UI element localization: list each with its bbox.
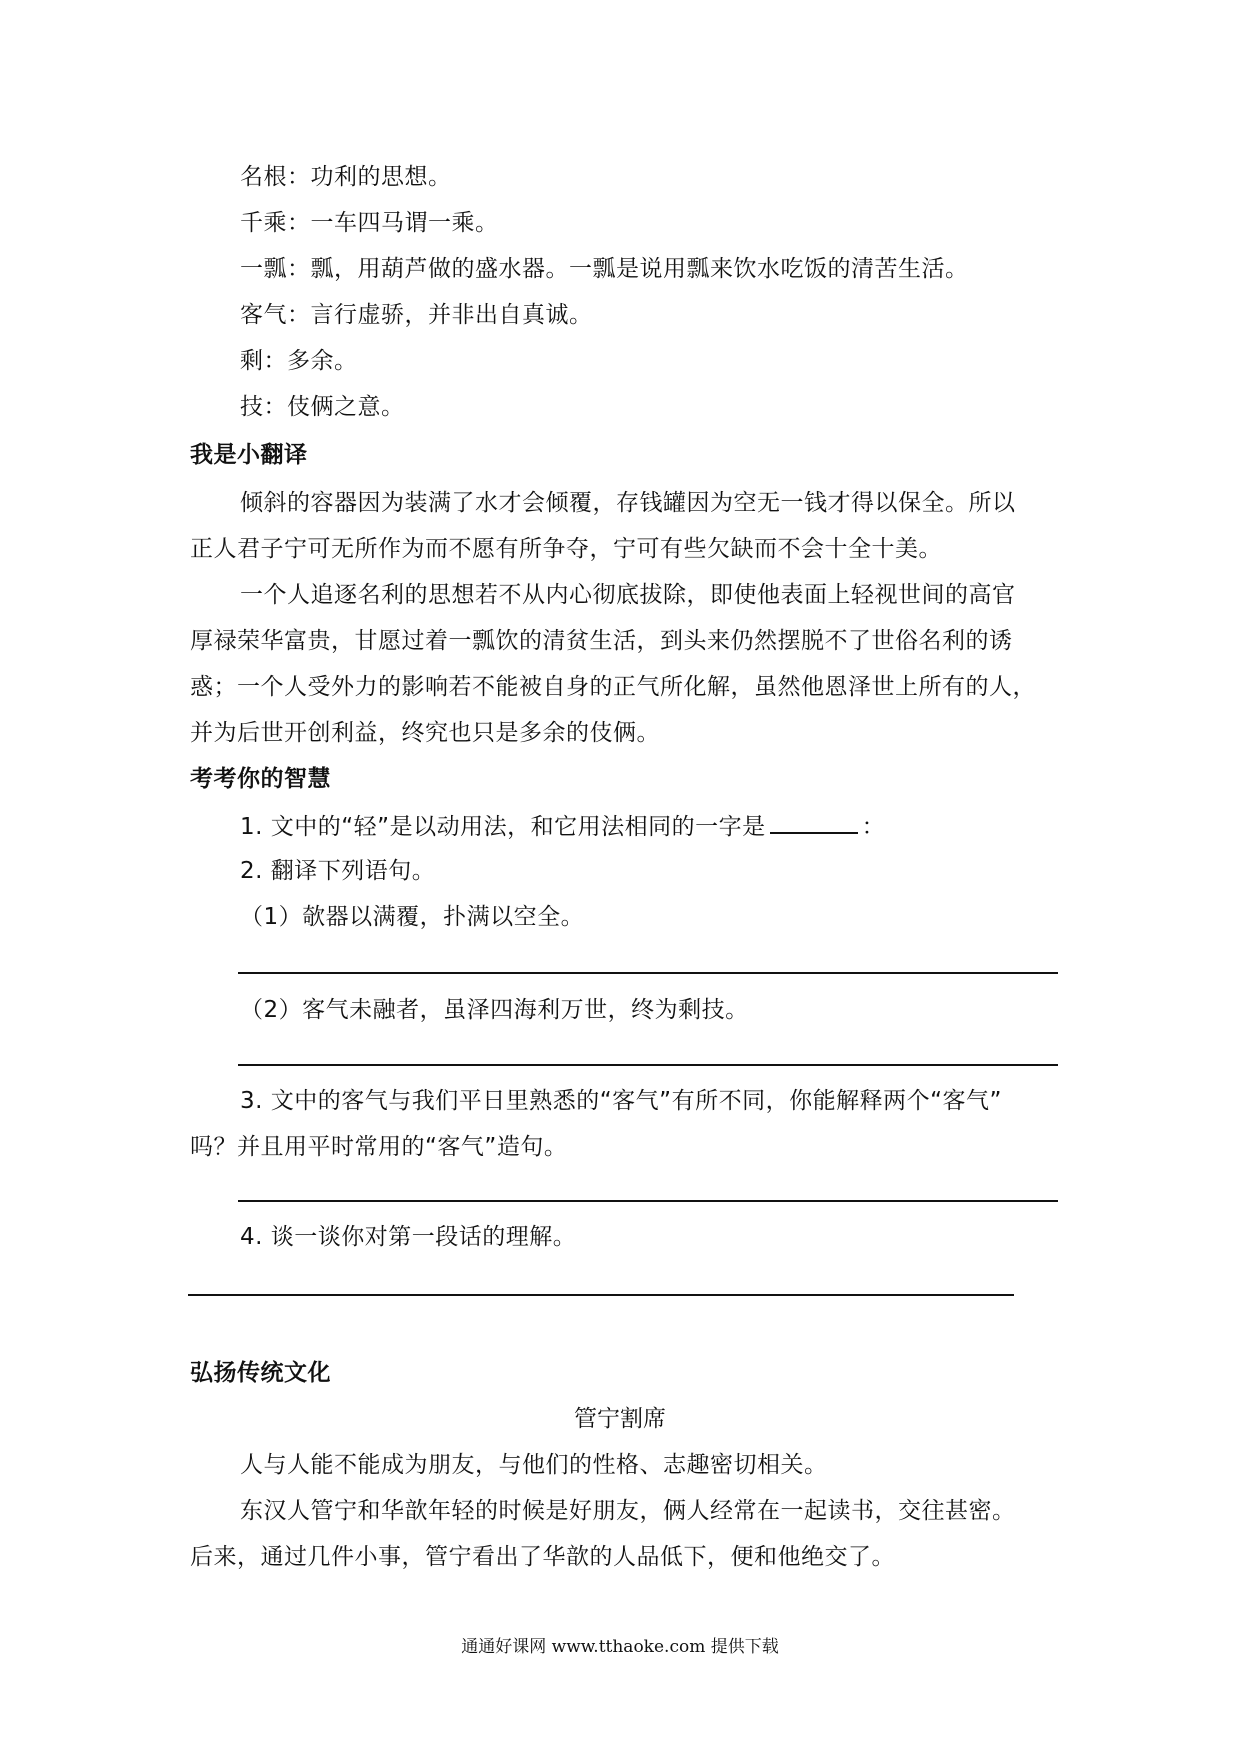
question-2-1: （1）欹器以满覆，扑满以空全。 bbox=[240, 904, 585, 930]
question-1 bbox=[240, 810, 885, 842]
translation-paragraph-line: 一个人追逐名利的思想若不从内心彻底拔除，即使他表面上轻视世间的高官 bbox=[240, 582, 1016, 608]
section-heading-quiz: 考考你的智慧 bbox=[190, 766, 331, 792]
question-1-tail: ： bbox=[861, 814, 886, 840]
question-1-text: 1. 文中的“轻”是以动用法，和它用法相同的一字是 bbox=[240, 814, 766, 840]
translation-paragraph-line: 并为后世开创利益，终究也只是多余的伎俩。 bbox=[190, 720, 660, 746]
glossary-item: 剩：多余。 bbox=[240, 348, 358, 374]
glossary-item: 客气：言行虚骄，并非出自真诚。 bbox=[240, 302, 593, 328]
section-heading-translation: 我是小翻译 bbox=[190, 442, 308, 468]
translation-paragraph-line: 厚禄荣华富贵，甘愿过着一瓢饮的清贫生活，到头来仍然摆脱不了世俗名利的诱 bbox=[190, 628, 1013, 654]
translation-paragraph-line: 正人君子宁可无所作为而不愿有所争夺，宁可有些欠缺而不会十全十美。 bbox=[190, 536, 942, 562]
answer-line[interactable] bbox=[238, 1200, 1058, 1202]
section-heading-culture: 弘扬传统文化 bbox=[190, 1360, 331, 1386]
question-4: 4. 谈一谈你对第一段话的理解。 bbox=[240, 1224, 577, 1250]
question-2: 2. 翻译下列语句。 bbox=[240, 858, 436, 884]
page-footer: 通通好课网 www.tthaoke.com 提供下载 bbox=[461, 1637, 779, 1657]
answer-line[interactable] bbox=[188, 1294, 1014, 1296]
translation-paragraph-line: 倾斜的容器因为装满了水才会倾覆，存钱罐因为空无一钱才得以保全。所以 bbox=[240, 490, 1016, 516]
question-3-line: 3. 文中的客气与我们平日里熟悉的“客气”有所不同，你能解释两个“客气” bbox=[240, 1088, 1002, 1114]
answer-line[interactable] bbox=[238, 972, 1058, 974]
story-title: 管宁割席 bbox=[574, 1406, 666, 1432]
story-paragraph-line: 人与人能不能成为朋友，与他们的性格、志趣密切相关。 bbox=[240, 1452, 828, 1478]
glossary-item: 技：伎俩之意。 bbox=[240, 394, 405, 420]
glossary-item: 千乘：一车四马谓一乘。 bbox=[240, 210, 499, 236]
question-2-2: （2）客气未融者，虽泽四海利万世，终为剩技。 bbox=[240, 997, 749, 1023]
answer-line[interactable] bbox=[238, 1064, 1058, 1066]
glossary-item: 名根：功利的思想。 bbox=[240, 164, 452, 190]
story-paragraph-line: 后来，通过几件小事，管宁看出了华歆的人品低下，便和他绝交了。 bbox=[190, 1544, 895, 1570]
question-3-line: 吗？并且用平时常用的“客气”造句。 bbox=[190, 1134, 568, 1160]
translation-paragraph-line: 惑；一个人受外力的影响若不能被自身的正气所化解，虽然他恩泽世上所有的人， bbox=[190, 674, 1036, 700]
story-paragraph-line: 东汉人管宁和华歆年轻的时候是好朋友，俩人经常在一起读书，交往甚密。 bbox=[240, 1498, 1016, 1524]
glossary-item: 一瓢：瓢，用葫芦做的盛水器。一瓢是说用瓢来饮水吃饭的清苦生活。 bbox=[240, 256, 969, 282]
answer-blank[interactable] bbox=[770, 810, 858, 834]
